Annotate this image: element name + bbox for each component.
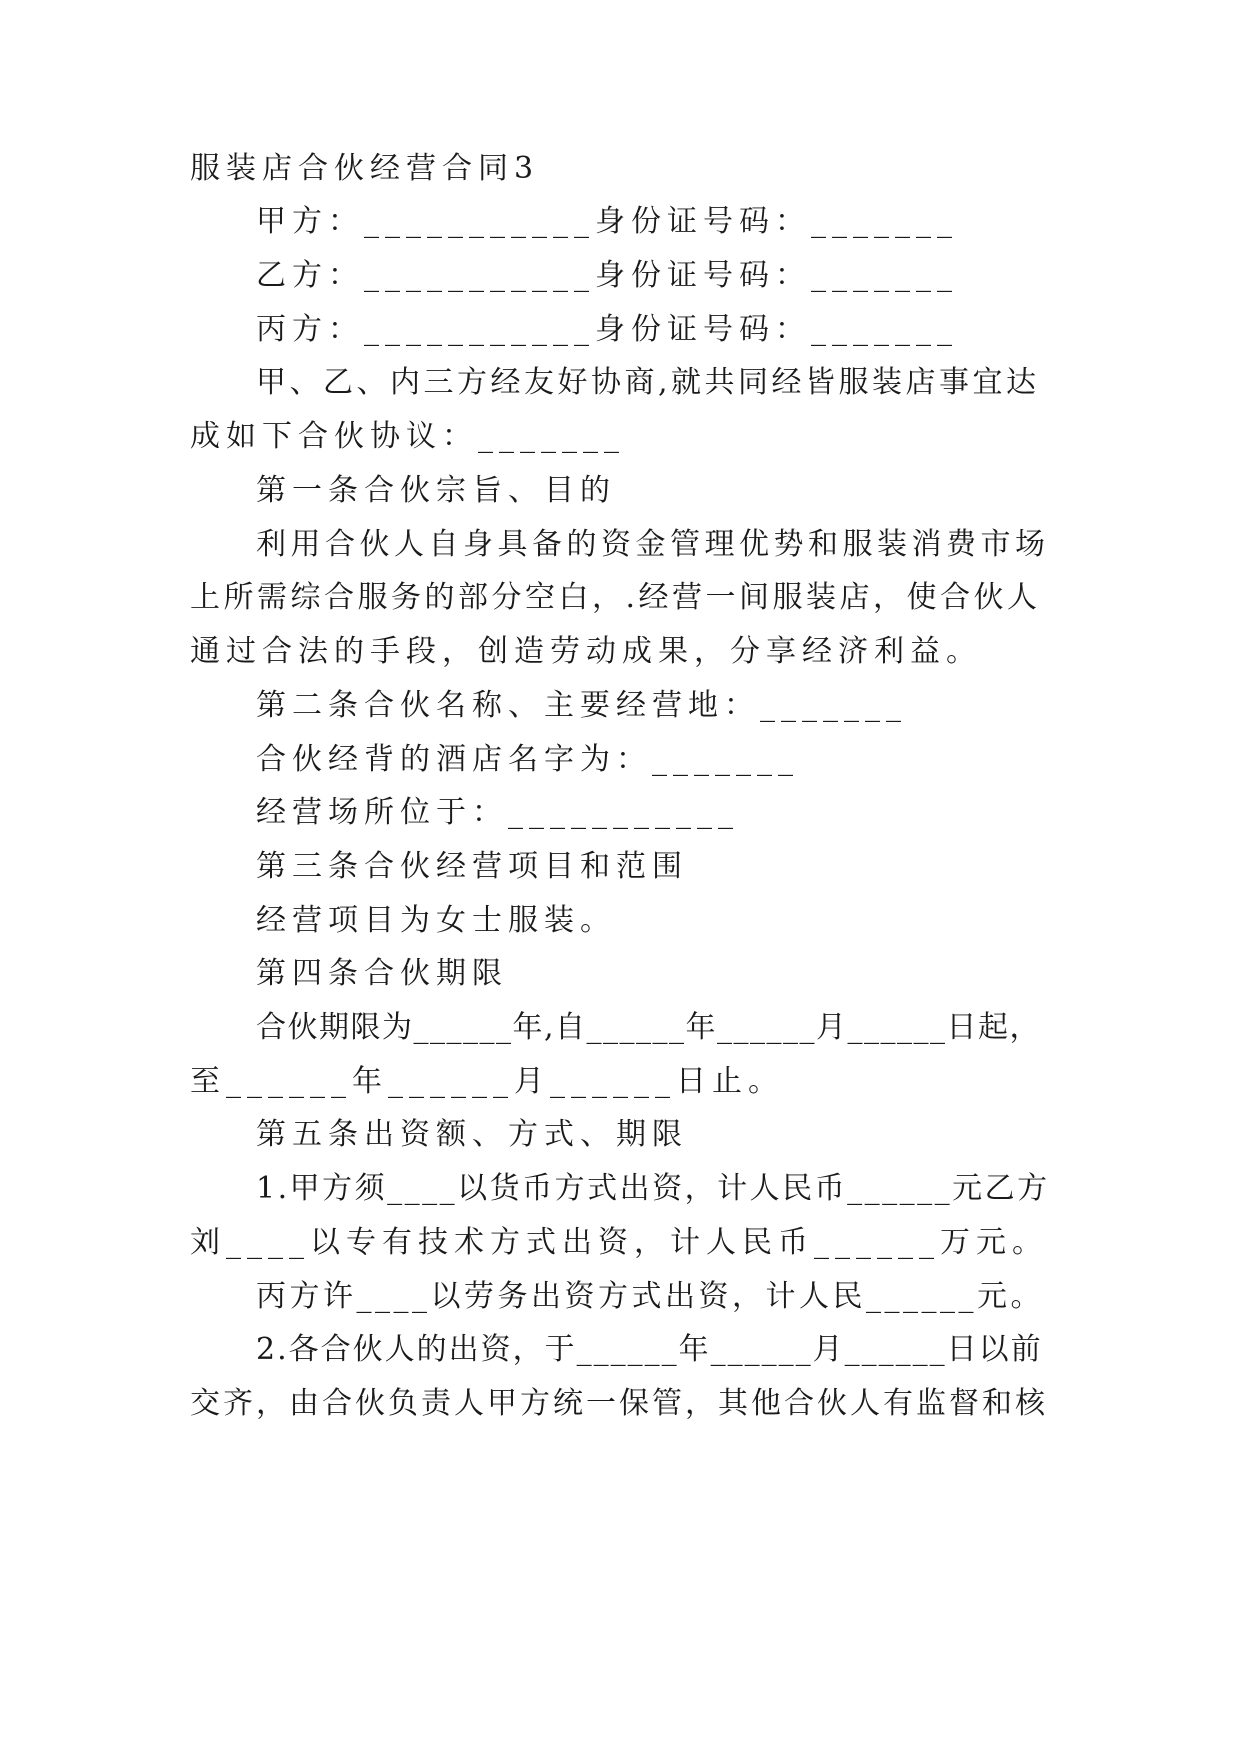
article-3-heading: 第三条合伙经营项目和范围 (256, 849, 688, 884)
article-2-location-line: 经营场所位于：___________ (256, 795, 739, 830)
article-4-text-line-2: 至______年______月______日止。 (190, 1064, 784, 1099)
article-1-text-line-3: 通过合法的手段，创造劳动成果，分享经济利益。 (190, 634, 982, 669)
article-3-text: 经营项目为女士服装。 (256, 903, 616, 938)
article-2-name-line: 合伙经背的酒店名字为：_______ (256, 742, 799, 777)
article-5-heading: 第五条出资额、方式、期限 (256, 1117, 688, 1152)
article-1-text-line-2: 上所需综合服务的部分空白，.经营一间服装店，使合伙人 (190, 580, 1041, 615)
article-5-item-1-line-3: 丙方许____以劳务出资方式出资，计人民______元。 (256, 1279, 1044, 1314)
party-a-line: 甲方：___________身份证号码：_______ (256, 204, 958, 239)
article-5-item-1-line-2: 刘____以专有技术方式出资，计人民币______万元。 (190, 1225, 1048, 1260)
article-2-heading: 第二条合伙名称、主要经营地：_______ (256, 688, 907, 723)
article-1-text-line-1: 利用合伙人自身具备的资金管理优势和服装消费市场 (256, 527, 1050, 562)
article-5-item-1-line-1: 1.甲方须____以货币方式出资，计人民币______元乙方 (256, 1171, 1050, 1206)
article-4-text-line-1: 合伙期限为______年,自______年______月______日起， (256, 1010, 1042, 1045)
article-5-item-2-line-1: 2.各合伙人的出资，于______年______月______日以前 (256, 1332, 1043, 1367)
intro-line-2: 成如下合伙协议：_______ (190, 419, 625, 454)
article-1-heading: 第一条合伙宗旨、目的 (256, 473, 616, 508)
document-title: 服装店合伙经营合同3 (190, 151, 540, 186)
party-b-line: 乙方：___________身份证号码：_______ (256, 258, 958, 293)
party-c-line: 丙方：___________身份证号码：_______ (256, 312, 958, 347)
article-4-heading: 第四条合伙期限 (256, 956, 508, 991)
intro-line-1: 甲、乙、内三方经友好协商,就共同经皆服装店事宜达 (256, 365, 1040, 400)
article-5-item-2-line-2: 交齐，由合伙负责人甲方统一保管，其他合伙人有监督和核 (190, 1386, 1048, 1421)
